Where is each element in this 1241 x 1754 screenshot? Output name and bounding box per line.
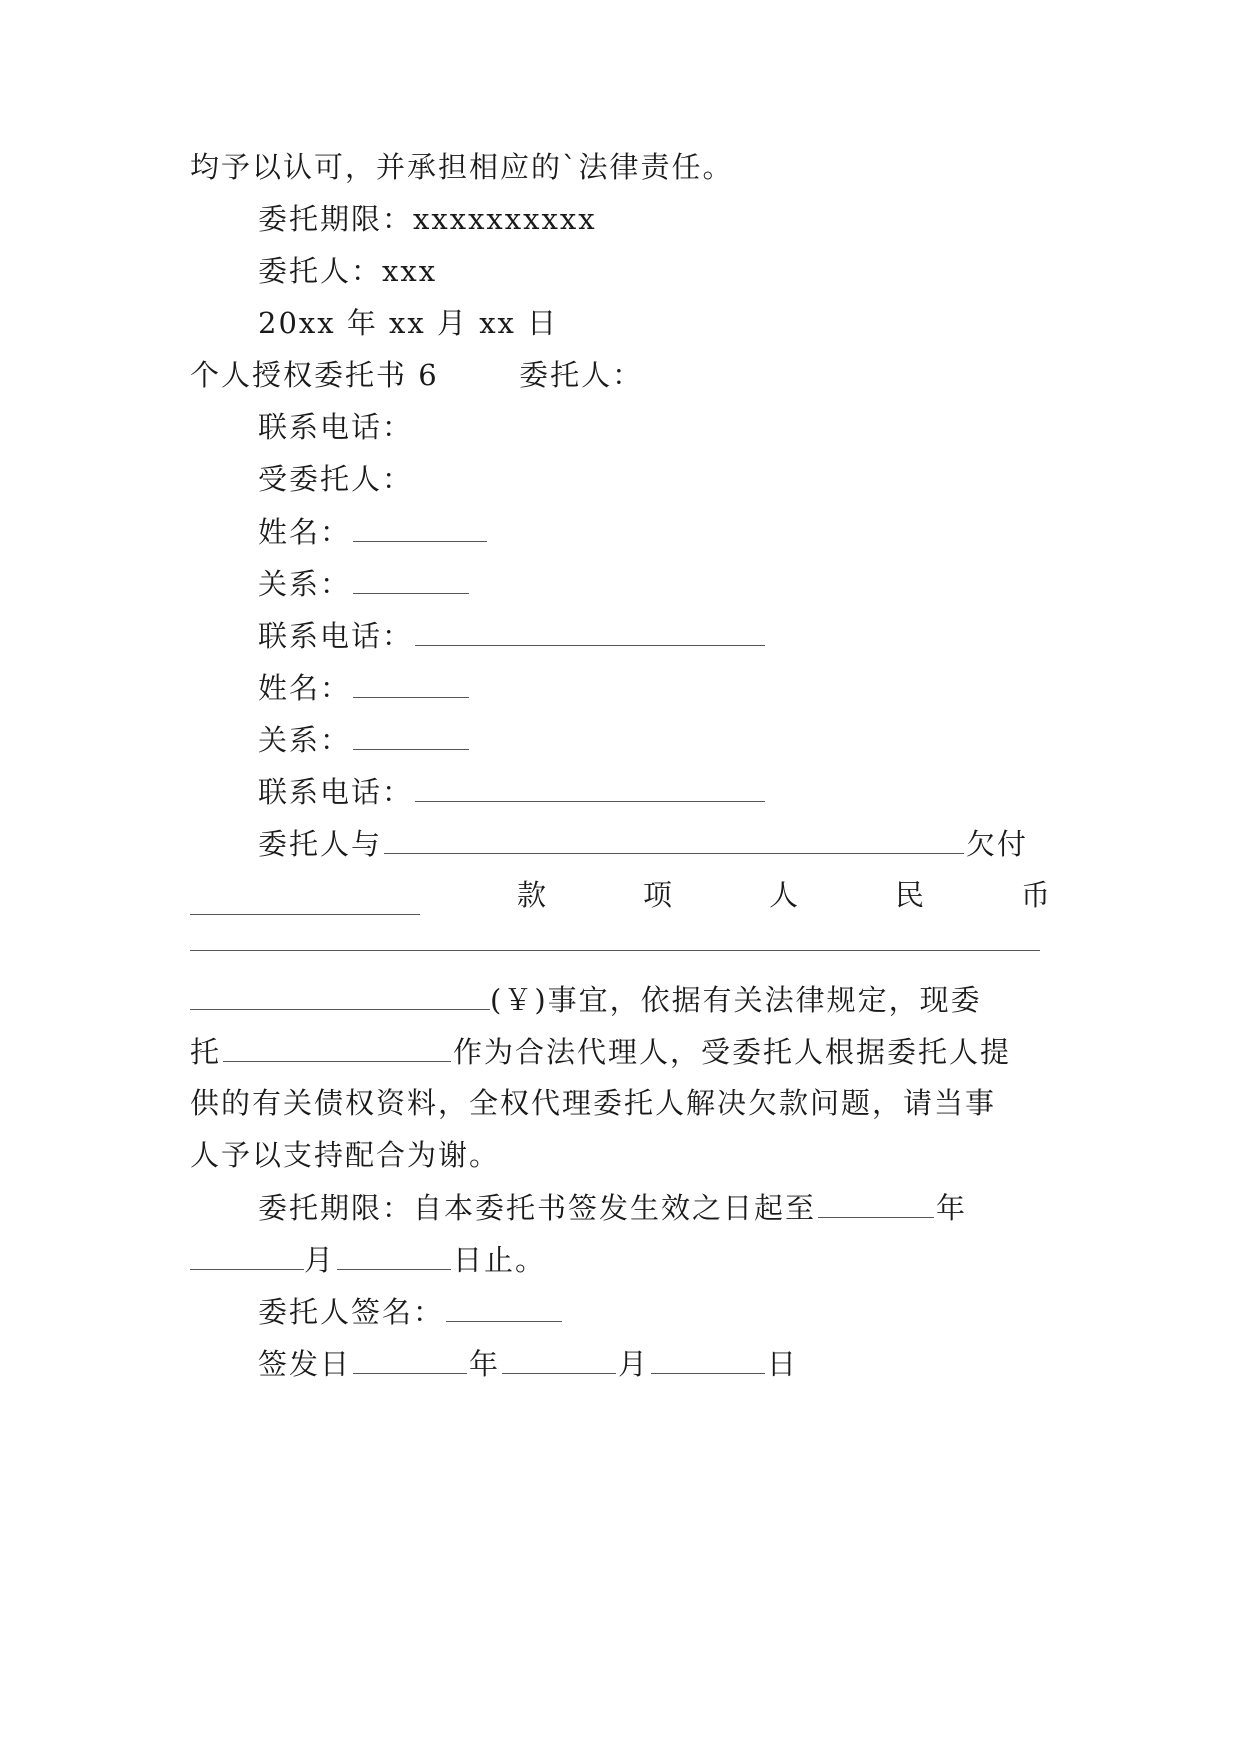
owes-text: 欠付 <box>966 827 1029 861</box>
blank-line <box>353 719 469 750</box>
year-text: 年 <box>936 1191 968 1225</box>
relation-field-2 <box>258 719 471 760</box>
body-line: 人予以支持配合为谢。 <box>190 1138 501 1172</box>
name-field-1 <box>258 511 489 552</box>
term-line-3 <box>190 1239 546 1280</box>
body-line: 供的有关债权资料，全权代理委托人解决欠款问题，请当事 <box>190 1086 997 1120</box>
spread-word: 人 <box>768 878 798 912</box>
blank-line <box>415 615 765 646</box>
blank-line <box>353 667 469 698</box>
section-heading <box>190 355 643 395</box>
text-line: 均予以认可，并承担相应的`法律责任。 <box>190 150 734 184</box>
blank-line <box>353 511 487 542</box>
spread-word: 款 <box>516 878 546 912</box>
blank-line <box>353 563 469 594</box>
term-line-2 <box>258 1187 967 1228</box>
relation-label: 关系： <box>258 723 352 757</box>
spread-word: 民 <box>894 878 924 912</box>
name-label: 姓名： <box>258 515 352 549</box>
phone-field-3 <box>258 771 767 812</box>
blank-line <box>190 979 490 1010</box>
agent-role-text: 作为合法代理人，受委托人根据委托人提 <box>453 1035 1012 1069</box>
amount-line <box>190 875 1050 915</box>
name-label: 姓名： <box>258 671 352 705</box>
blank-line <box>818 1187 934 1218</box>
name-field-2 <box>258 667 471 708</box>
term-line: 委托期限：xxxxxxxxxx <box>258 202 597 236</box>
phone-field-2 <box>258 615 767 656</box>
blank-line <box>502 1343 616 1374</box>
month-text: 月 <box>618 1347 650 1381</box>
month-text: 月 <box>304 1243 336 1277</box>
spread-word: 项 <box>642 878 672 912</box>
signature-label: 委托人签名： <box>258 1295 445 1329</box>
year-text: 年 <box>469 1347 501 1381</box>
amount-blank-line <box>190 950 1040 951</box>
with-text: 委托人与 <box>258 827 383 861</box>
phone-label: 联系电话： <box>258 619 414 653</box>
matter-line <box>190 979 982 1020</box>
phone-line: 联系电话： <box>258 410 414 444</box>
day-text: 日 <box>767 1347 799 1381</box>
blank-line <box>651 1343 765 1374</box>
spread-word: 币 <box>1020 878 1050 912</box>
blank-line <box>384 823 964 854</box>
blank-line <box>190 884 420 915</box>
day-end-text: 日止。 <box>453 1243 547 1277</box>
relation-label: 关系： <box>258 567 352 601</box>
heading-text: 个人授权委托书 6 <box>190 358 439 392</box>
blank-line <box>190 1239 304 1270</box>
issue-date-label: 签发日 <box>258 1347 352 1381</box>
blank-line <box>446 1291 562 1322</box>
blank-line <box>353 1343 467 1374</box>
agent-line: 受委托人： <box>258 462 414 496</box>
principal-label: 委托人： <box>519 358 644 392</box>
term-text: 委托期限：自本委托书签发生效之日起至 <box>258 1191 817 1225</box>
matter-text: (￥)事宜，依据有关法律规定，现委 <box>490 983 982 1017</box>
issue-date-line <box>258 1343 798 1384</box>
debt-line <box>258 823 1028 864</box>
date-line: 20xx 年 xx 月 xx 日 <box>258 306 559 340</box>
entrust-text: 托 <box>190 1035 222 1069</box>
entrust-line <box>190 1031 1011 1072</box>
blank-line <box>337 1239 451 1270</box>
blank-line <box>223 1031 451 1062</box>
relation-field-1 <box>258 563 471 604</box>
signature-line <box>258 1291 564 1332</box>
blank-line <box>415 771 765 802</box>
principal-line: 委托人：xxx <box>258 254 438 288</box>
phone-label: 联系电话： <box>258 775 414 809</box>
